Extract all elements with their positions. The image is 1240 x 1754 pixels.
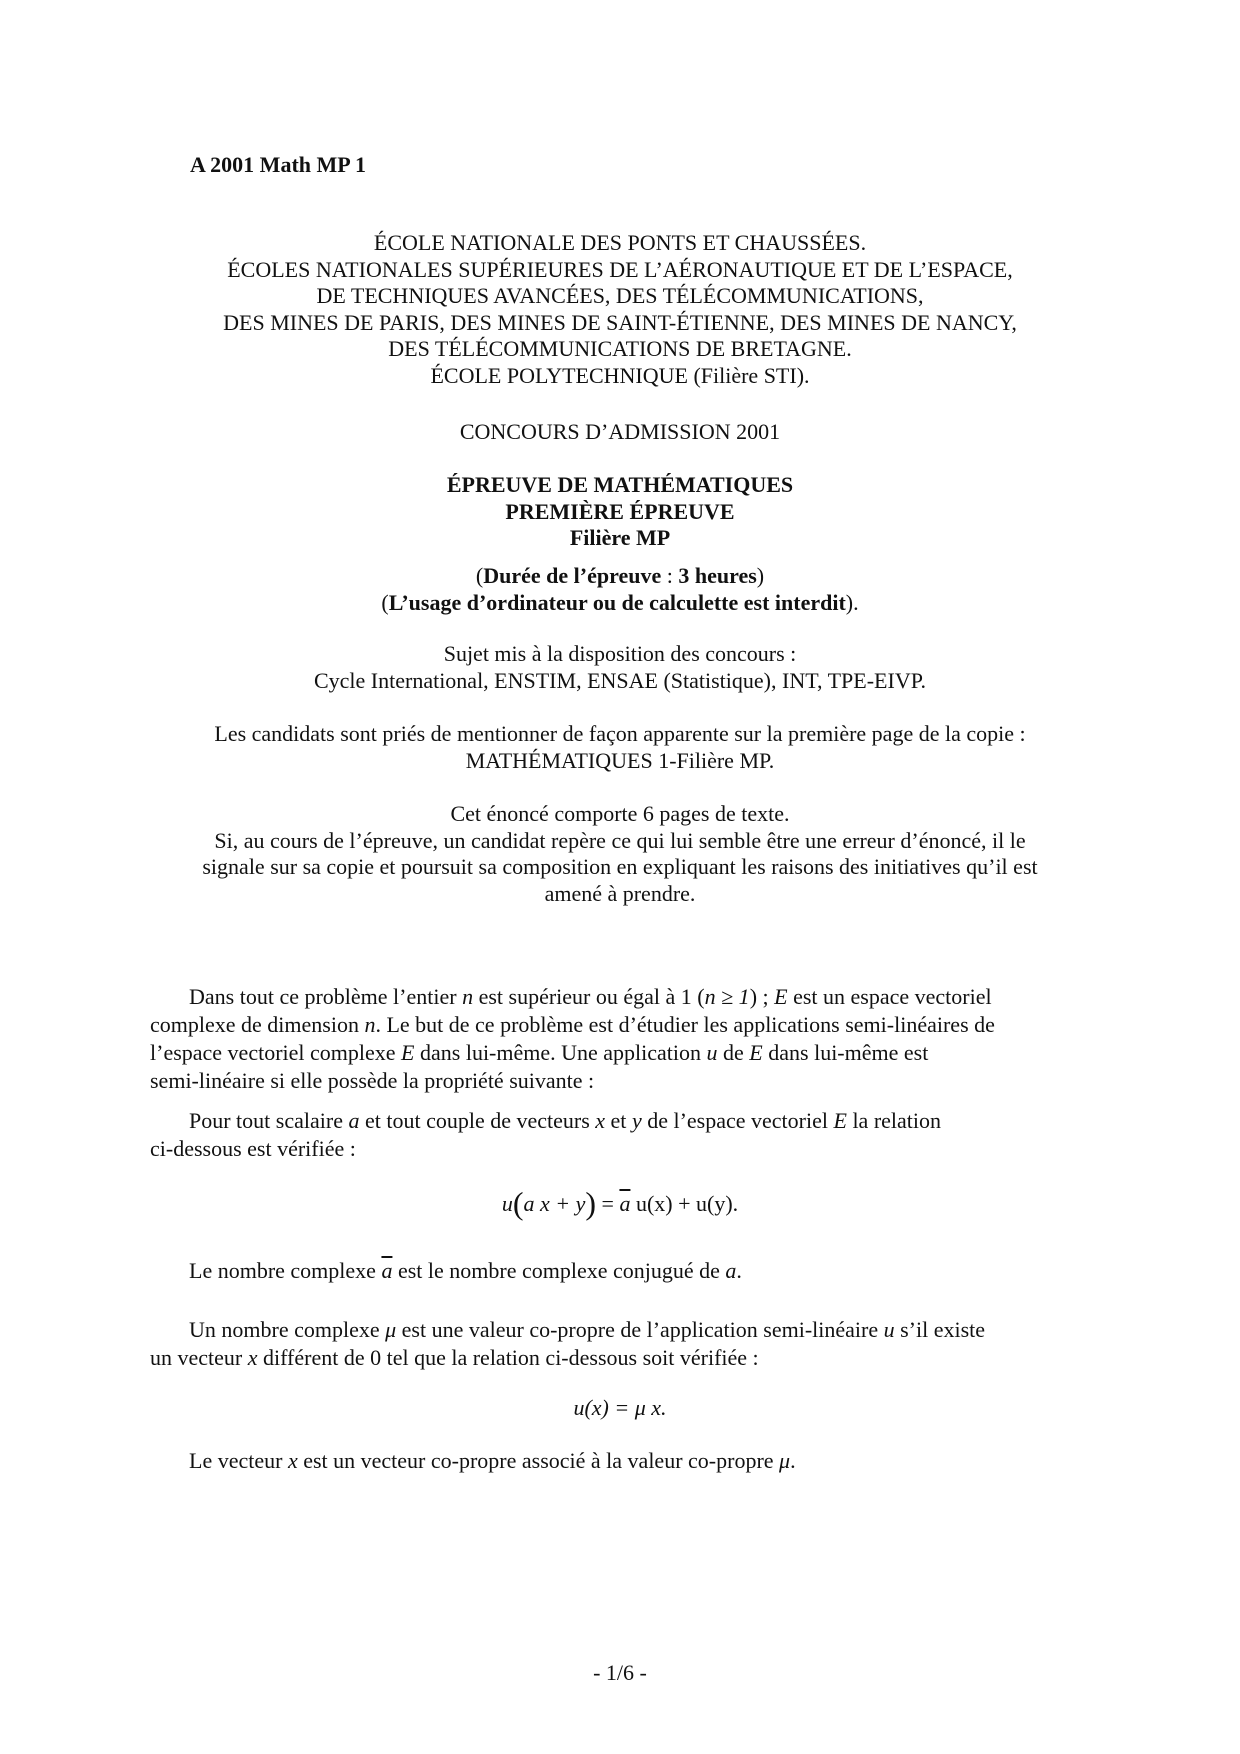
enonce-line: Si, au cours de l’épreuve, un candidat repère ce qui lui semble être une erreur d’énoncé, il le — [214, 827, 1026, 853]
formula-coproper: u(x) = μ x. — [573, 1395, 667, 1420]
paragraph-coproper: Un nombre complexe μ est une valeur co-propre de l’application semi-linéaire u s’il existe un vecteur x différent de 0 tel que la relation ci-dessous soit vérifiée : — [150, 1317, 986, 1370]
epreuve-title — [0, 472, 1240, 552]
school-line: DES TÉLÉCOMMUNICATIONS DE BRETAGNE. — [388, 336, 852, 361]
epreuve-line: PREMIÈRE ÉPREUVE — [505, 498, 735, 524]
enonce-line: Cet énoncé comporte 6 pages de texte. — [450, 801, 790, 826]
school-line: ÉCOLE POLYTECHNIQUE (Filière STI). — [430, 362, 810, 388]
epreuve-line: ÉPREUVE DE MATHÉMATIQUES — [446, 472, 794, 497]
school-line: ÉCOLE NATIONALE DES PONTS ET CHAUSSÉES. — [373, 230, 867, 255]
paragraph-covector: Le vecteur x est un vecteur co-propre associé à la valeur co-propre μ. — [189, 1448, 796, 1473]
sujet-line: Cycle International, ENSTIM, ENSAE (Statistique), INT, TPE-EIVP. — [313, 667, 927, 693]
epreuve-line: Filière MP — [569, 525, 671, 550]
document-code: A 2001 Math MP 1 — [190, 152, 366, 177]
school-line: DES MINES DE PARIS, DES MINES DE SAINT-ÉTIENNE, DES MINES DE NANCY, — [223, 309, 1017, 335]
paragraph-conjugate: Le nombre complexe $\overline{a}$ est le nombre complexe conjugué de a. — [189, 1258, 742, 1283]
usage-line: (L’usage d’ordinateur ou de calculette est interdit). — [381, 589, 859, 615]
enonce-line: amené à prendre. — [544, 880, 696, 906]
concours-title: CONCOURS D’ADMISSION 2001 — [459, 419, 781, 444]
enonce-block — [0, 801, 1240, 907]
candidats-line: MATHÉMATIQUES 1-Filière MP. — [465, 747, 775, 773]
sujet-block — [0, 641, 1240, 694]
page-number: - 1/6 - — [593, 1660, 647, 1685]
school-line: DE TECHNIQUES AVANCÉES, DES TÉLÉCOMMUNICATIONS, — [316, 283, 924, 308]
paragraph-intro: Dans tout ce problème l’entier n est supérieur ou égal à 1 (n ≥ 1) ; E est un espace vectoriel complexe de dimension n. Le but de ce problème est d’étudier les applications semi-linéaires de l’espace vectoriel complexe E dans lui-même. Une application u de E dans lui-même est semi-linéaire si elle possède la propriété suivante : — [150, 984, 995, 1093]
duration-block — [0, 563, 1240, 616]
duree-line: (Durée de l’épreuve : 3 heures) — [475, 563, 765, 588]
enonce-line: signale sur sa copie et poursuit sa composition en expliquant les raisons des initiatives qu’il est — [202, 854, 1038, 879]
formula-semilinear: u(a $x + y) = \overline{a}$ u(x) + u(y). — [501, 1185, 739, 1221]
school-line: ÉCOLES NATIONALES SUPÉRIEURES DE L’AÉRONAUTIQUE ET DE L’ESPACE, — [227, 256, 1013, 282]
candidats-line: Les candidats sont priés de mentionner de façon apparente sur la première page de la copie : — [214, 721, 1026, 746]
schools-block — [0, 230, 1240, 389]
candidats-block — [0, 721, 1240, 774]
paragraph-definition: Pour tout scalaire a et tout couple de vecteurs x et y de l’espace vectoriel E la relation ci-dessous est vérifiée : — [150, 1108, 942, 1161]
sujet-line: Sujet mis à la disposition des concours : — [443, 641, 797, 666]
